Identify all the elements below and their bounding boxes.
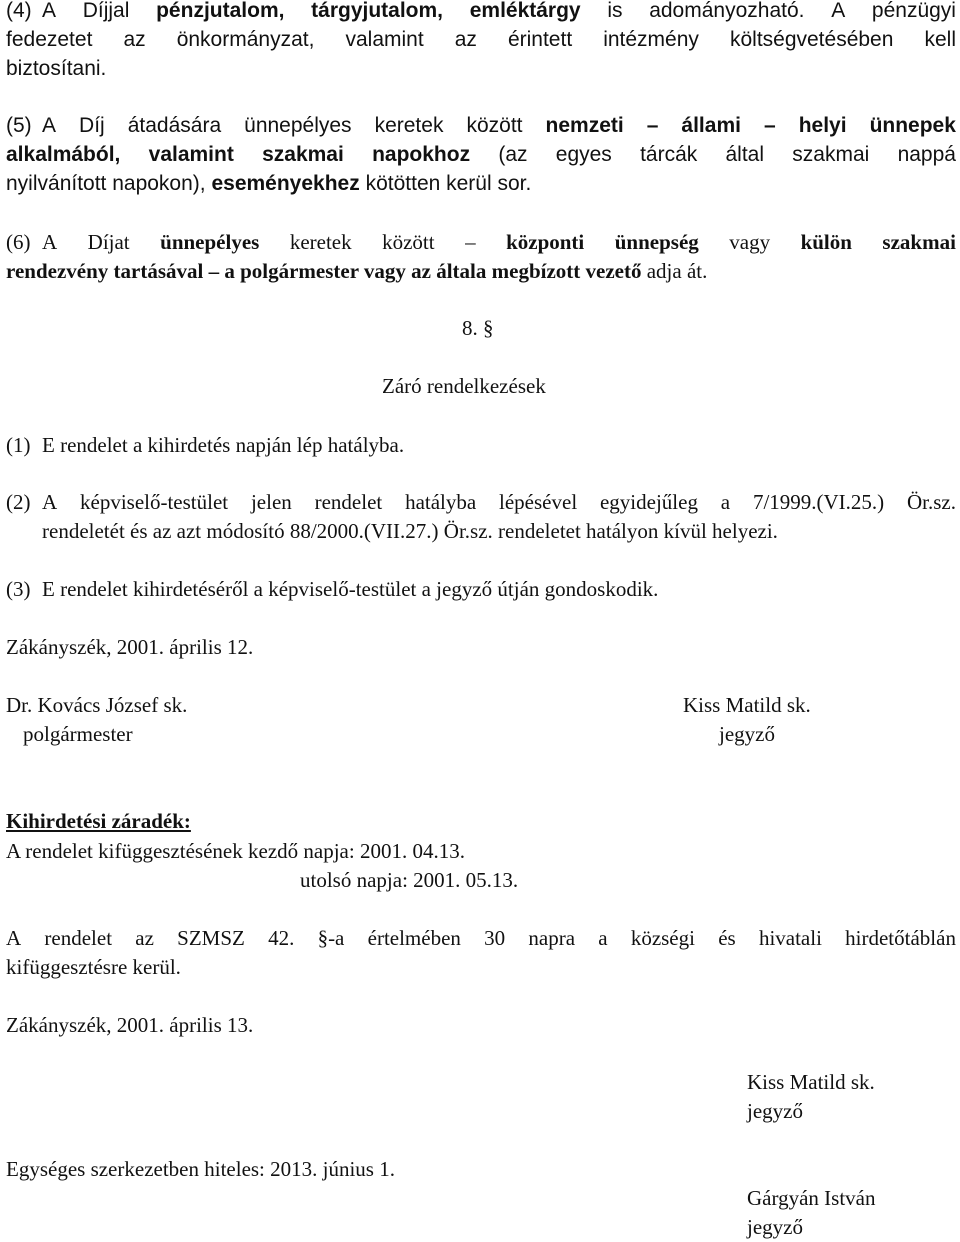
announcement-end-date: utolsó napja: 2001. 05.13.	[300, 868, 519, 892]
paragraph-number: (2)	[6, 490, 31, 514]
justified-line: A Díjat ünnepélyes keretek között – központi ünnepség vagy külön szakmai	[42, 230, 956, 254]
announcement-start-date: A rendelet kifüggesztésének kezdő napja: 2001. 04.13.	[6, 839, 465, 863]
announcement-szmsz: A rendelet az SZMSZ 42. §-a értelmében 30 napra a községi és hivatali hirdetőtáblán kifüggesztésre kerül.	[6, 926, 956, 979]
justified-line: A képviselő-testület jelen rendelet hatályba lépésével egyidejűleg a 7/1999.(VI.25.) Ör.sz.	[42, 490, 956, 514]
announcement-heading: Kihirdetési záradék:	[6, 809, 191, 833]
closing-paragraph-1: (1) E rendelet a kihirdetés napján lép hatályba.	[6, 431, 956, 460]
signature-right-name: Kiss Matild sk.	[683, 693, 811, 717]
paragraph-5: (5) A Díj átadására ünnepélyes keretek között nemzeti – állami – helyi ünnepek alkalmából, valamint szakmai napokhoz (az egyes tárcák által szakmai nappá nyilvánított napokon), eseményekhez kötötten kerül sor.	[6, 111, 956, 198]
signature-right-title: jegyző	[719, 722, 775, 746]
signature-left-name: Dr. Kovács József sk.	[6, 693, 188, 717]
signature-4-name: Gárgyán István	[747, 1186, 876, 1210]
paragraph-number: (3)	[6, 577, 31, 601]
paragraph-number: (6)	[6, 230, 31, 254]
paragraph-number: (5)	[6, 114, 32, 137]
justified-line: alkalmából, valamint szakmai napokhoz (az egyes tárcák által szakmai nappá	[6, 143, 956, 166]
section-number: 8. §	[462, 316, 494, 340]
closing-paragraph-2: (2) A képviselő-testület jelen rendelet hatályba lépésével egyidejűleg a 7/1999.(VI.25.) Ör.sz. rendeletét és az azt módosító 88/2000.(VII.27.) Ör.sz. rendeletet hatályon kívül helyezi.	[6, 490, 956, 543]
closing-paragraph-3: (3) E rendelet kihirdetéséről a képviselő-testület a jegyző útján gondoskodik.	[6, 575, 956, 604]
section-title: Záró rendelkezések	[382, 374, 546, 398]
signature-left-title: polgármester	[23, 722, 133, 746]
date-line: Zákányszék, 2001. április 12.	[6, 635, 254, 659]
signature-3-title: jegyző	[747, 1099, 803, 1123]
signature-4-title: jegyző	[747, 1215, 803, 1239]
paragraph-number: (4)	[6, 0, 32, 22]
justified-line: A Díjjal pénzjutalom, tárgyjutalom, emléktárgy is adományozható. A pénzügyi	[42, 0, 956, 22]
justified-line: A rendelet az SZMSZ 42. §-a értelmében 30 napra a községi és hivatali hirdetőtáblán	[6, 926, 956, 950]
paragraph-4: (4) A Díjjal pénzjutalom, tárgyjutalom, emléktárgy is adományozható. A pénzügyi fedezetet az önkormányzat, valamint az érintett intézmény költségvetésében kell biztosítani.	[6, 0, 956, 83]
consolidated-note: Egységes szerkezetben hiteles: 2013. június 1.	[6, 1157, 395, 1181]
justified-line: fedezetet az önkormányzat, valamint az érintett intézmény költségvetésében kell	[6, 28, 956, 51]
date-line: Zákányszék, 2001. április 13.	[6, 1013, 254, 1037]
signature-3-name: Kiss Matild sk.	[747, 1070, 875, 1094]
paragraph-number: (1)	[6, 433, 31, 457]
justified-line: A Díj átadására ünnepélyes keretek között nemzeti – állami – helyi ünnepek	[42, 114, 956, 137]
paragraph-6: (6) A Díjat ünnepélyes keretek között – központi ünnepség vagy külön szakmai rendezvény tartásával – a polgármester vagy az általa megbízott vezető adja át.	[6, 230, 956, 283]
